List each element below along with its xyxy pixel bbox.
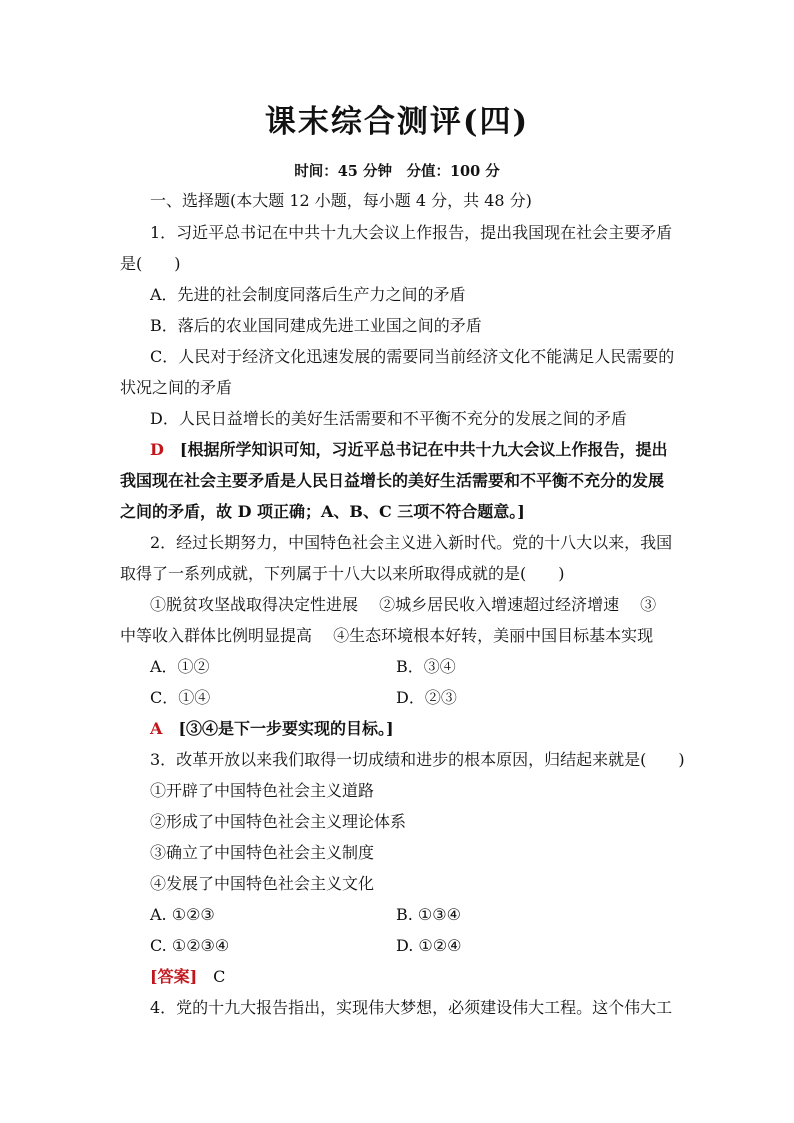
- page-title: 课末综合测评(四): [264, 104, 530, 140]
- q3-answer: [150, 967, 225, 987]
- q3-option-a: A. ①②③: [150, 905, 215, 924]
- section-heading: 一、选择题(本大题 12 小题，每小题 4 分，共 48 分): [150, 191, 532, 210]
- q1-option-a: A．先进的社会制度同落后生产力之间的矛盾: [150, 285, 466, 304]
- q1-stem-line1: 1．习近平总书记在中共十九大会议上作报告，提出我国现在社会主要矛盾: [150, 223, 673, 242]
- q3-item-1: ①开辟了中国特色社会主义道路: [150, 781, 375, 800]
- q1-stem-line2: 是( ): [120, 254, 181, 273]
- q1-explanation-line3: 之间的矛盾，故 D 项正确；A、B、C 三项不符合题意。]: [120, 502, 525, 521]
- q3-option-d: D. ①②④: [396, 936, 462, 955]
- q1-explanation-line1: [150, 440, 667, 460]
- q2-answer-letter: A: [150, 719, 163, 738]
- q2-explanation-text: [③④是下一步要实现的目标。]: [178, 719, 394, 738]
- q2-option-d: D．②③: [396, 688, 457, 707]
- q1-explanation-line2: 我国现在社会主要矛盾是人民日益增长的美好生活需要和不平衡不充分的发展: [120, 471, 665, 490]
- q1-option-c-line1: C．人民对于经济文化迅速发展的需要同当前经济文化不能满足人民需要的: [150, 347, 675, 366]
- q3-option-b: B. ①③④: [396, 905, 461, 924]
- exam-meta: 时间：45 分钟 分值：100 分: [294, 163, 500, 180]
- q2-stem-line2: 取得了一系列成就，下列属于十八大以来所取得成就的是( ): [120, 564, 565, 583]
- q2-option-b: B．③④: [396, 657, 456, 676]
- q3-item-2: ②形成了中国特色社会主义理论体系: [150, 812, 407, 831]
- q1-option-b: B．落后的农业国同建成先进工业国之间的矛盾: [150, 316, 482, 335]
- q3-answer-value: C: [213, 967, 226, 986]
- q3-stem: 3．改革开放以来我们取得一切成绩和进步的根本原因，归结起来就是( ): [150, 750, 685, 769]
- q2-explanation: [150, 719, 394, 739]
- q3-item-3: ③确立了中国特色社会主义制度: [150, 843, 375, 862]
- q3-item-4: ④发展了中国特色社会主义文化: [150, 874, 375, 893]
- q3-option-c: C. ①②③④: [150, 936, 230, 955]
- q2-option-c: C．①④: [150, 688, 211, 707]
- q3-answer-label: [答案]: [150, 967, 198, 986]
- q1-option-d: D．人民日益增长的美好生活需要和不平衡不充分的发展之间的矛盾: [150, 409, 627, 428]
- q2-option-a: A．①②: [150, 657, 210, 676]
- q2-items-line2: 中等收入群体比例明显提高 ④生态环境根本好转，美丽中国目标基本实现: [120, 626, 654, 645]
- q1-answer-letter: D: [150, 440, 164, 459]
- q2-stem-line1: 2．经过长期努力，中国特色社会主义进入新时代。党的十八大以来，我国: [150, 533, 673, 552]
- q4-stem-line1: 4．党的十九大报告指出，实现伟大梦想，必须建设伟大工程。这个伟大工: [150, 998, 673, 1017]
- q1-explanation-text: [根据所学知识可知，习近平总书记在中共十九大会议上作报告，提出: [179, 440, 668, 459]
- q1-option-c-line2: 状况之间的矛盾: [120, 378, 233, 397]
- q2-items-line1: ①脱贫攻坚战取得决定性进展 ②城乡居民收入增速超过经济增速 ③: [150, 595, 657, 614]
